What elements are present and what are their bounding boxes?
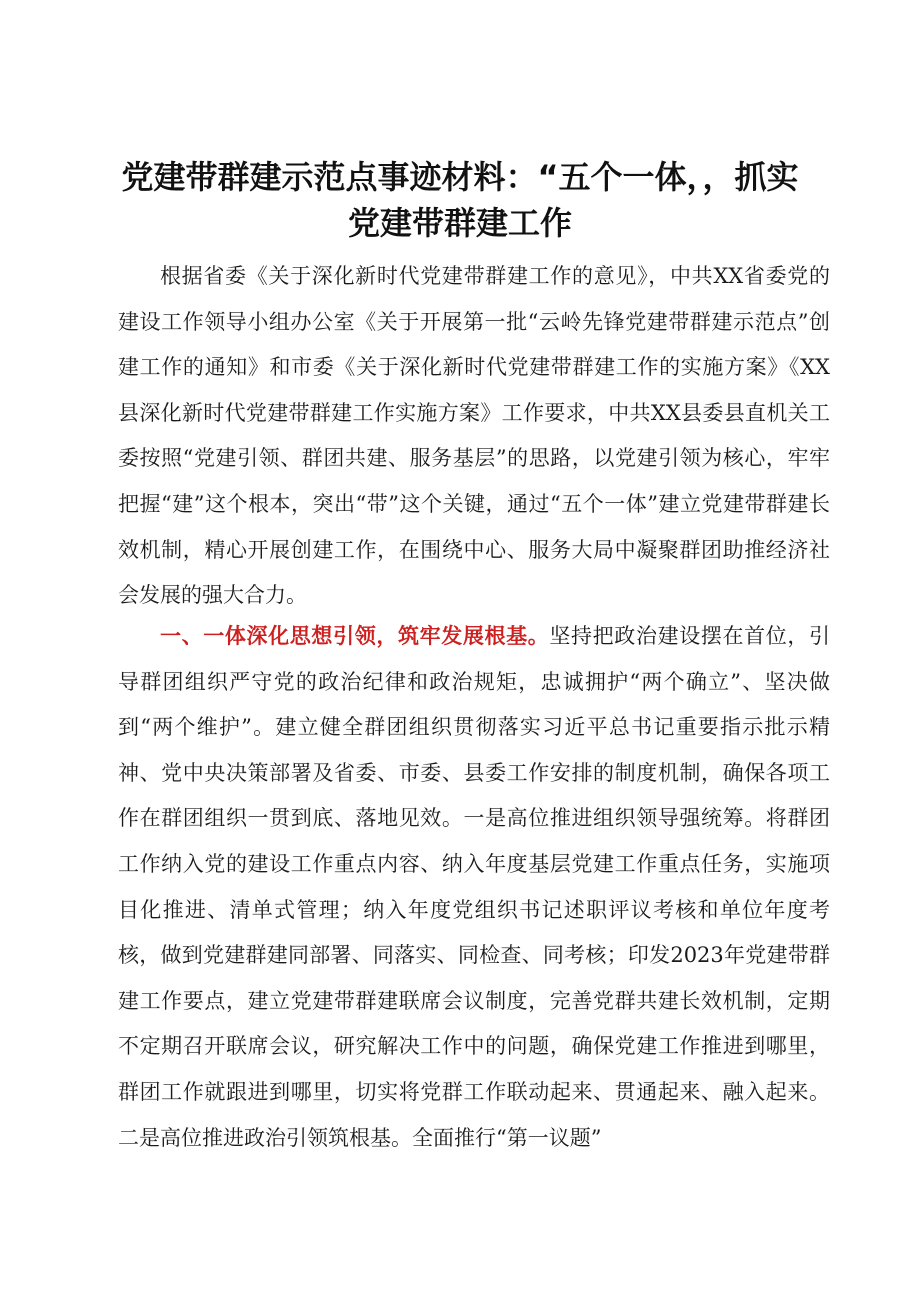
section-1-heading: 一、一体深化思想引领，筑牢发展根基。 <box>160 624 550 648</box>
section-1-paragraph <box>118 614 830 1161</box>
document-title-line-1: 党建带群建示范点事迹材料：“五个一体，，抓实 <box>121 158 799 196</box>
section-1-body: 坚持把政治建设摆在首位，引导群团组织严守党的政治纪律和政治规矩，忠诚拥护“两个确立”、坚决做到“两个维护”。建立健全群团组织贯彻落实习近平总书记重要指示批示精神、党中央决策部署及省委、市委、县委工作安排的制度机制，确保各项工作在群团组织一贯到底、落地见效。一是高位推进组织领导强统筹。将群团工作纳入党的建设工作重点内容、纳入年度基层党建工作重点任务，实施项目化推进、清单式管理；纳入年度党组织书记述职评议考核和单位年度考核，做到党建群建同部署、同落实、同检查、同考核；印发2023年党建带群建工作要点，建立党建带群建联席会议制度，完善党群共建长效机制，定期不定期召开联席会议，研究解决工作中的问题，确保党建工作推进到哪里，群团工作就跟进到哪里，切实将党群工作联动起来、贯通起来、融入起来。二是高位推进政治引领筑根基。全面推行“第一议题” <box>118 624 831 1150</box>
intro-paragraph: 根据省委《关于深化新时代党建带群建工作的意见》，中共XX省委党的建设工作领导小组办公室《关于开展第一批“云岭先锋党建带群建示范点”创建工作的通知》和市委《关于深化新时代党建带群建工作的实施方案》《XX县深化新时代党建带群建工作实施方案》工作要求，中共XX县委县直机关工委按照“党建引领、群团共建、服务基层”的思路，以党建引领为核心，牢牢把握“建”这个根本，突出“带”这个关键，通过“五个一体”建立党建带群建长效机制，精心开展创建工作，在围绕中心、服务大局中凝聚群团助推经济社会发展的强大合力。 <box>118 264 830 608</box>
document-title-line-2: 党建带群建工作 <box>347 204 572 242</box>
